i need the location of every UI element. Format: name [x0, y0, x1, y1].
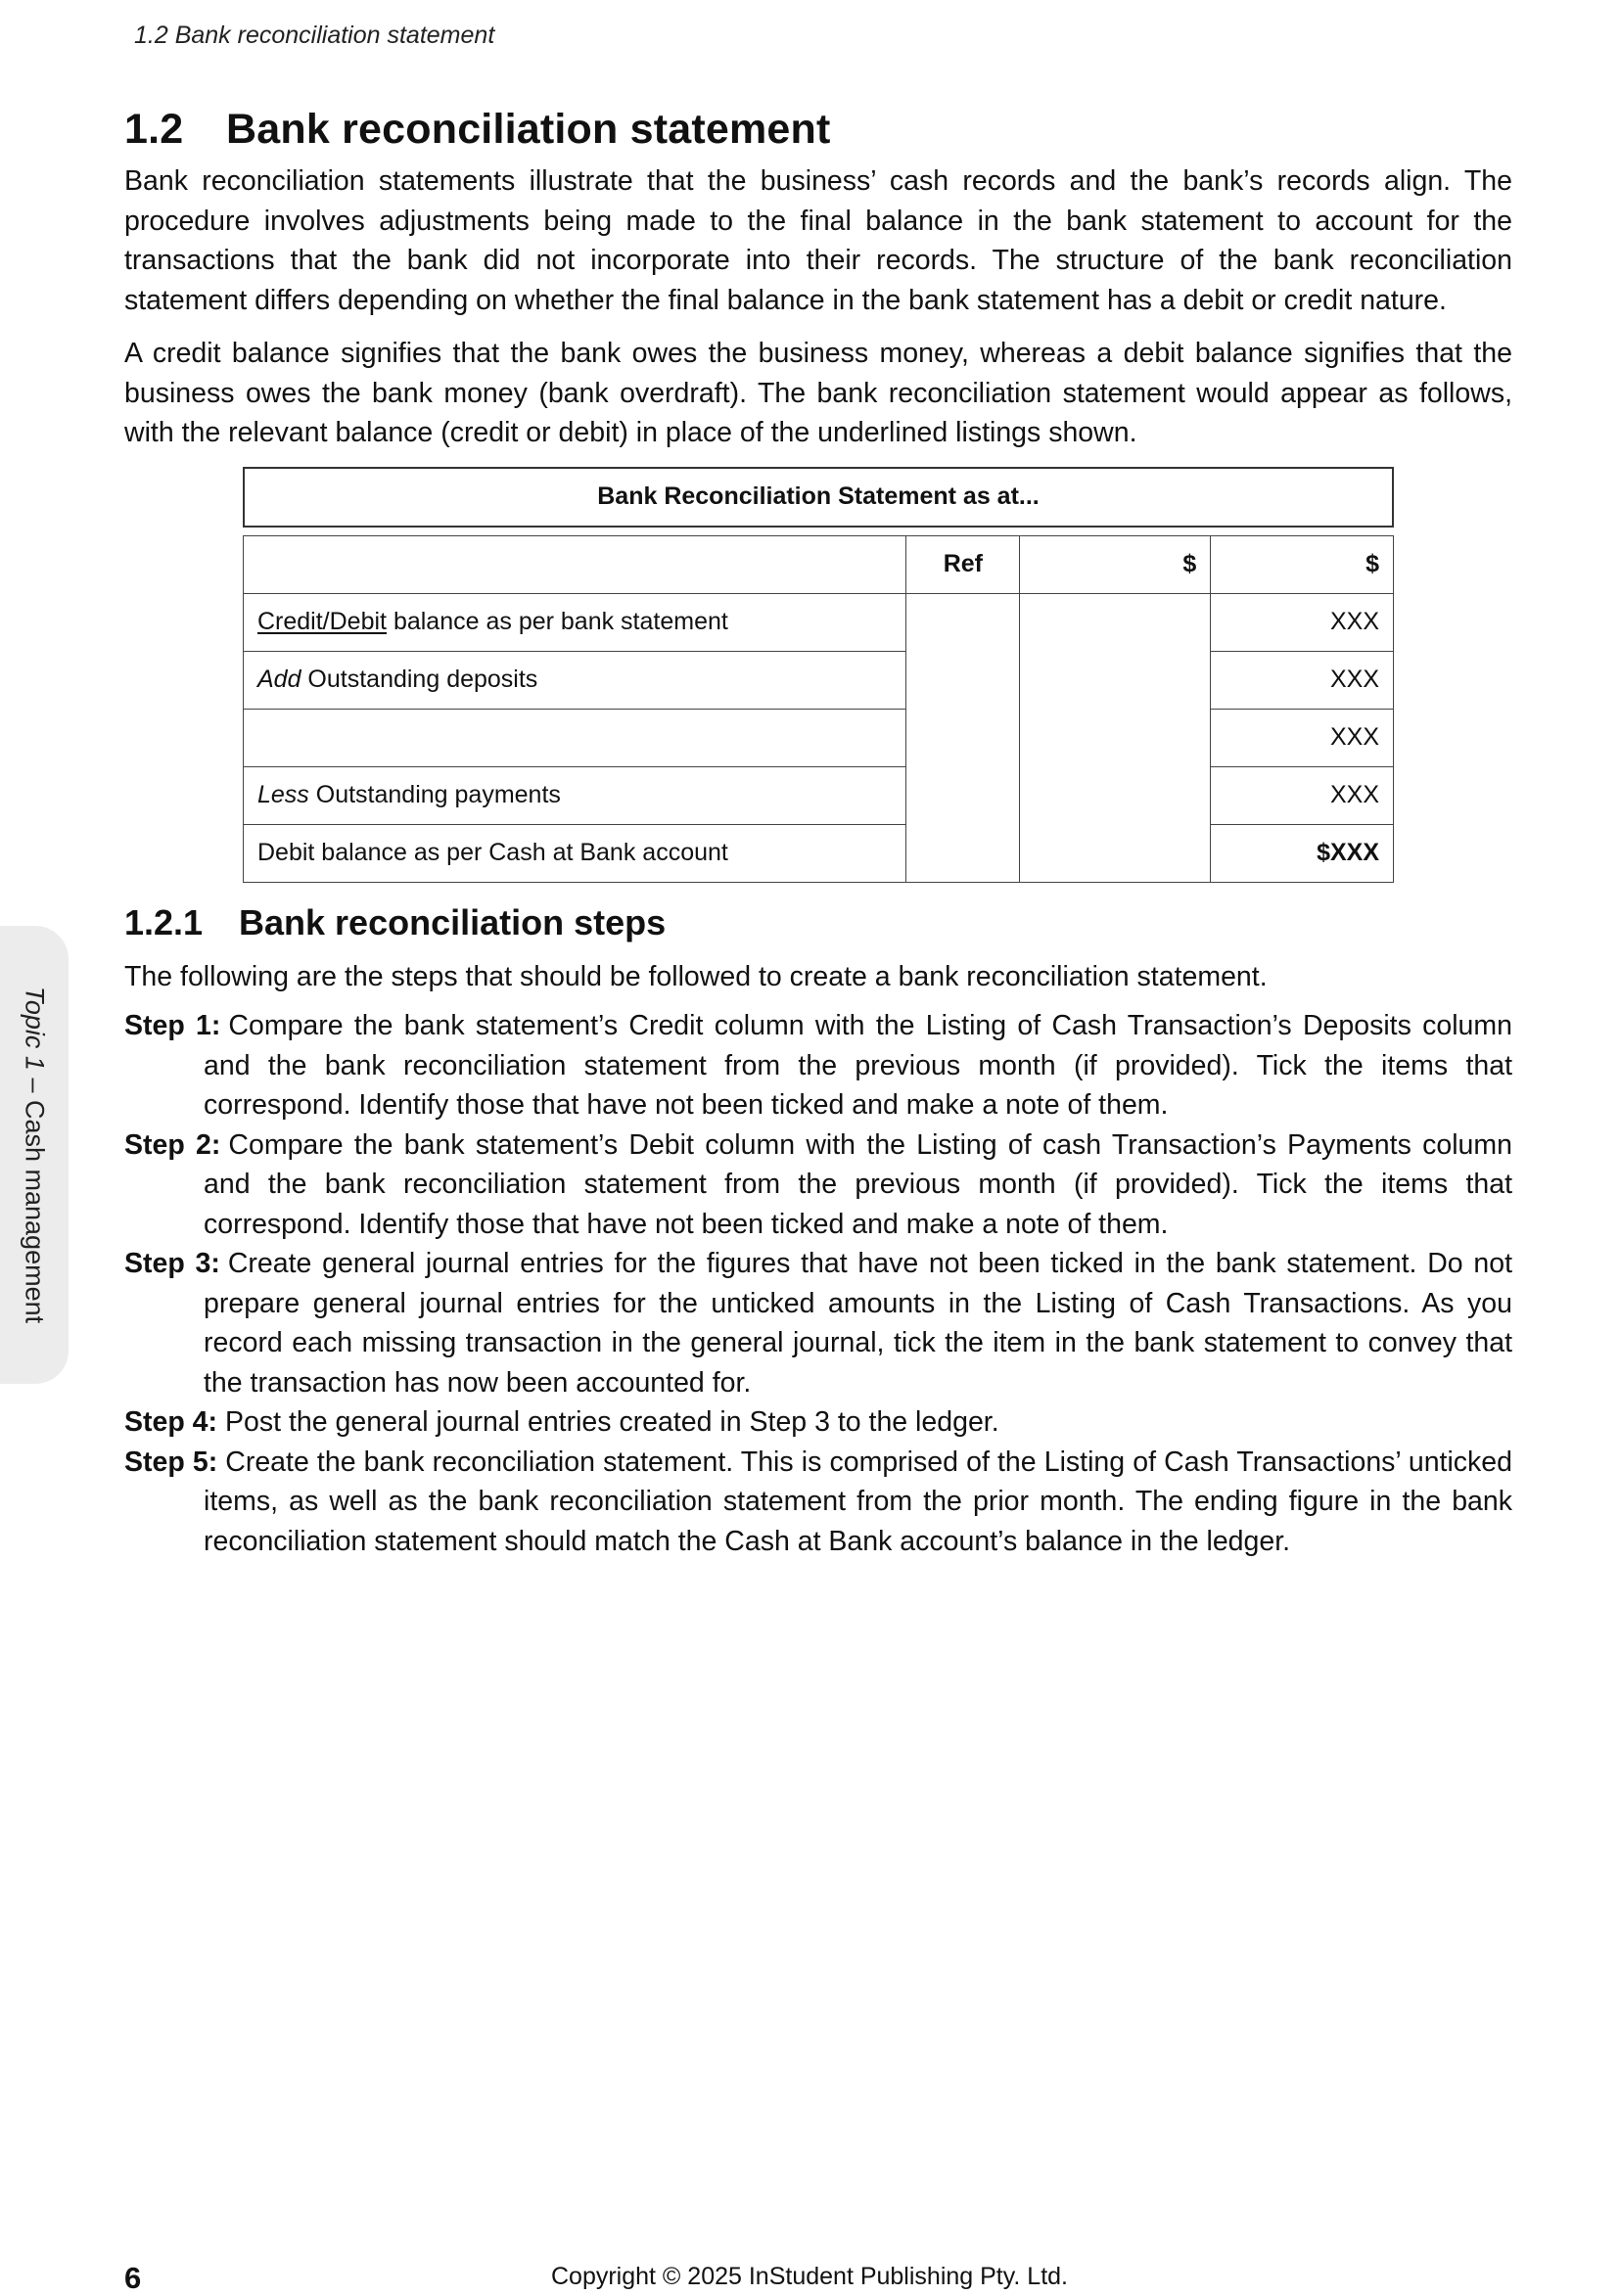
table-row [244, 766, 1394, 824]
section-heading [124, 106, 1512, 154]
subsection-heading [124, 902, 1512, 943]
ref-cell [906, 651, 1020, 709]
ref-cell [906, 824, 1020, 882]
side-tab-name: Cash management [20, 1099, 50, 1324]
table-row [244, 593, 1394, 651]
row-amount: XXX [1211, 651, 1394, 709]
steps-intro: The following are the steps that should be followed to create a bank reconciliation statement. [124, 960, 1268, 992]
amount-cell-1 [1020, 766, 1211, 824]
step-item [124, 1402, 1512, 1443]
table-row [244, 651, 1394, 709]
page-content [124, 106, 1512, 1561]
header-ref: Ref [906, 535, 1020, 593]
underlined-term: Credit/Debit [257, 608, 387, 635]
amount-cell-1 [1020, 709, 1211, 766]
amount-cell-1 [1020, 651, 1211, 709]
table-header-row [244, 535, 1394, 593]
step-text: Create general journal entries for the figures that have not been ticked in the bank statement. Do not prepare general journal entries for the unticked amounts in the Listing of Cash Transactions. As you record each missing transaction in the general journal, tick the item in the bank statement to convey that the transaction has now been accounted for. [204, 1248, 1512, 1399]
step-text: Post the general journal entries created in Step 3 to the ledger. [225, 1406, 999, 1438]
table-title: Bank Reconciliation Statement as at... [243, 467, 1394, 528]
row-description: Debit balance as per Cash at Bank account [244, 824, 906, 882]
page-number: 6 [124, 2261, 142, 2295]
step-text: Compare the bank statement’s Debit column with the Listing of cash Transaction’s Payments column and the bank reconciliation statement from the previous month (if provided). Tick the items that correspond. Identify those that have not been ticked and make a note of them. [204, 1128, 1512, 1240]
amount-cell-1 [1020, 593, 1211, 651]
section-number: 1.2 [124, 106, 184, 153]
step-text: Create the bank reconciliation statement. This is comprised of the Listing of Cash Transactions’ unticked items, as well as the bank reconciliation statement from the prior month. The ending figure in the bank reconciliation statement should match the Cash at Bank account’s balance in the ledger. [204, 1446, 1512, 1557]
row-description [244, 709, 906, 766]
step-label: Step 4: [124, 1406, 218, 1438]
paragraph-2: A credit balance signifies that the bank owes the business money, whereas a debit balance signifies that the business owes the bank money (bank overdraft). The bank reconciliation statement would appear as follows, with the relevant balance (credit or debit) in place of the underlined listings shown. [124, 338, 1512, 448]
subsection-number: 1.2.1 [124, 901, 204, 942]
header-dollar-2: $ [1211, 535, 1394, 593]
side-tab-label [20, 987, 50, 1323]
header-description-cell [244, 535, 906, 593]
row-amount: XXX [1211, 766, 1394, 824]
running-head: 1.2 Bank reconciliation statement [134, 22, 495, 49]
row-description [244, 766, 906, 824]
step-label: Step 5: [124, 1446, 218, 1478]
reconciliation-table-wrapper [243, 467, 1394, 883]
topic-side-tab [0, 926, 69, 1384]
ref-cell [906, 766, 1020, 824]
row-total-amount: $XXX [1211, 824, 1394, 882]
row-text: Outstanding deposits [301, 666, 538, 693]
table-row [244, 709, 1394, 766]
row-amount: XXX [1211, 593, 1394, 651]
header-dollar-1: $ [1020, 535, 1211, 593]
row-description [244, 651, 906, 709]
copyright-footer: Copyright © 2025 InStudent Publishing Pty. Ltd. [550, 2263, 1068, 2290]
row-prefix: Less [257, 781, 309, 808]
step-text: Compare the bank statement’s Credit column with the Listing of Cash Transaction’s Deposits column and the bank reconciliation statement from the previous month (if provided). Tick the items that correspond. Identify those that have not been ticked and make a note of them. [204, 1010, 1512, 1121]
row-amount: XXX [1211, 709, 1394, 766]
step-item [124, 1125, 1512, 1245]
table-row [244, 824, 1394, 882]
step-item [124, 1443, 1512, 1562]
reconciliation-table [243, 535, 1394, 883]
step-item [124, 1244, 1512, 1402]
step-label: Step 3: [124, 1248, 220, 1279]
side-tab-separator: – [20, 1070, 50, 1100]
subsection-title: Bank reconciliation steps [239, 901, 667, 942]
section-title: Bank reconciliation statement [226, 106, 831, 153]
side-tab-topic: Topic 1 [20, 986, 50, 1071]
row-description [244, 593, 906, 651]
amount-cell-1 [1020, 824, 1211, 882]
step-item [124, 1006, 1512, 1125]
paragraph-1: Bank reconciliation statements illustrate that the business’ cash records and the bank’s records align. The procedure involves adjustments being made to the final balance in the bank statement to account for the transactions that the bank did not incorporate into their records. The structure of the bank reconciliation statement differs depending on whether the final balance in the bank statement has a debit or credit nature. [124, 165, 1512, 316]
ref-cell [906, 593, 1020, 651]
row-text: Outstanding payments [308, 781, 561, 808]
steps-list [124, 1006, 1512, 1561]
step-label: Step 2: [124, 1128, 221, 1161]
ref-cell [906, 709, 1020, 766]
row-prefix: Add [257, 666, 301, 693]
row-text: balance as per bank statement [387, 608, 728, 635]
step-label: Step 1: [124, 1010, 221, 1041]
